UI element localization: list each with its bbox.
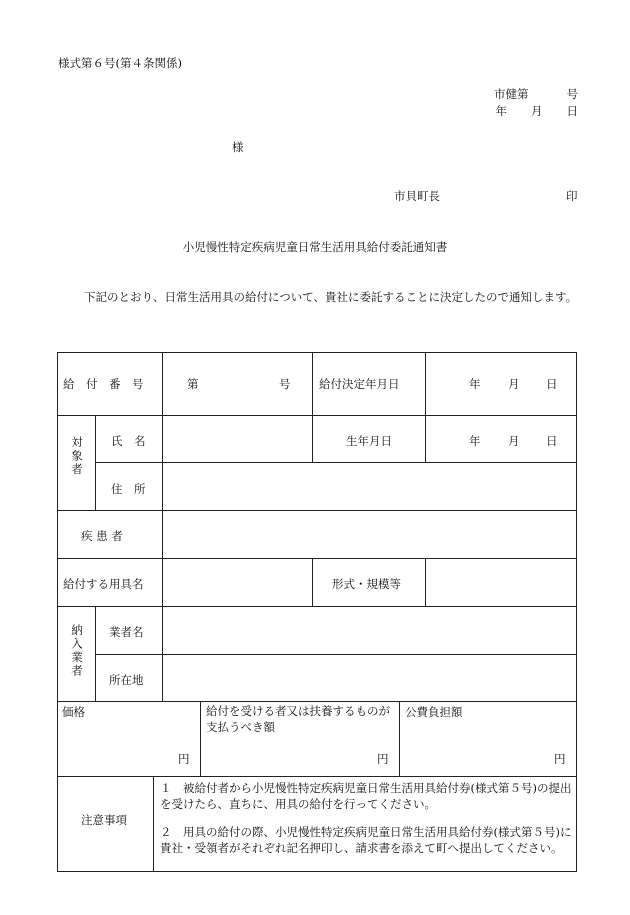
birthdate-label: 生年月日: [346, 434, 392, 448]
notes-label: 注意事項: [81, 813, 127, 827]
document-title: 小児慢性特定疾病児童日常生活用具給付委託通知書: [182, 240, 448, 254]
issuer: 市貝町長: [394, 189, 440, 203]
birth-year: 年: [469, 434, 481, 448]
table-rule: [162, 352, 163, 701]
table-rule: [95, 462, 96, 510]
table-rule: [425, 558, 426, 606]
vendor-location-label: 所在地: [109, 673, 144, 687]
table-rule: [57, 701, 577, 702]
model-label: 形式・規模等: [332, 577, 401, 591]
subject-label: 対象者: [70, 436, 84, 477]
item-name-label: 給付する用具名: [63, 577, 144, 591]
decision-day: 日: [546, 377, 558, 391]
table-rule: [312, 558, 313, 606]
table-rule: [95, 415, 96, 462]
body-text: 下記のとおり、日常生活用具の給付について、貴社に委託することに決定したので通知します。: [84, 290, 578, 304]
table-border-left: [57, 352, 58, 872]
grant-number-suffix: 号: [279, 377, 291, 391]
decision-date-label: 給付決定年月日: [319, 377, 400, 391]
name-label: 氏 名: [111, 434, 146, 448]
note-item: ２ 用具の給付の際、小児慢性特定疾病児童日常生活用具給付券(様式第５号)に貴社・受領者がそれぞれ記名押印し、請求書を添えて町へ提出してください。: [160, 825, 572, 855]
table-rule: [95, 654, 577, 655]
issue-date: [494, 103, 578, 120]
reference-block: [494, 86, 578, 120]
grant-number-label: 給 付 番 号: [63, 377, 144, 391]
details-table: [57, 352, 577, 872]
decision-year: 年: [469, 377, 481, 391]
birth-month: 月: [508, 434, 520, 448]
issue-day: 日: [566, 104, 578, 118]
reference-suffix: 号: [566, 87, 578, 101]
note-item: １ 被給付者から小児慢性特定疾病児童日常生活用具給付券(様式第５号)の提出を受けたら、直ちに、用具の給付を行ってください。: [160, 781, 572, 811]
public-burden-label: 公費負担額: [405, 705, 463, 719]
table-rule: [57, 776, 577, 777]
table-rule: [399, 701, 400, 776]
price-label: 価格: [62, 705, 85, 719]
table-rule: [57, 415, 577, 416]
public-yen: 円: [554, 752, 566, 766]
reference-number: [494, 86, 578, 103]
reference-prefix: 市健第: [494, 87, 529, 101]
table-border-top: [57, 352, 577, 353]
seal-mark: 印: [566, 189, 578, 203]
vendor-name-label: 業者名: [109, 625, 144, 639]
table-border-right: [576, 352, 577, 872]
grant-number-prefix: 第: [187, 377, 199, 391]
form-number: 様式第６号(第４条関係): [58, 56, 182, 70]
copay-yen: 円: [377, 752, 389, 766]
table-rule: [425, 352, 426, 462]
addressee-suffix: 様: [232, 140, 244, 154]
table-rule: [95, 462, 577, 463]
issue-year: 年: [495, 104, 507, 118]
birth-day: 日: [546, 434, 558, 448]
table-rule: [312, 352, 313, 462]
copay-label: 給付を受ける者又は扶養するものが支払うべき額: [206, 704, 390, 734]
issue-month: 月: [531, 104, 543, 118]
vendor-label: 納入業者: [70, 624, 84, 678]
decision-month: 月: [508, 377, 520, 391]
address-label: 住 所: [111, 482, 146, 496]
price-yen: 円: [178, 752, 190, 766]
table-rule: [95, 606, 96, 701]
patient-label: 疾 患 者: [81, 529, 123, 543]
table-rule: [200, 701, 201, 776]
table-rule: [57, 558, 577, 559]
table-rule: [57, 606, 577, 607]
table-rule: [153, 776, 154, 871]
table-rule: [57, 510, 577, 511]
table-border-bottom: [57, 871, 577, 872]
